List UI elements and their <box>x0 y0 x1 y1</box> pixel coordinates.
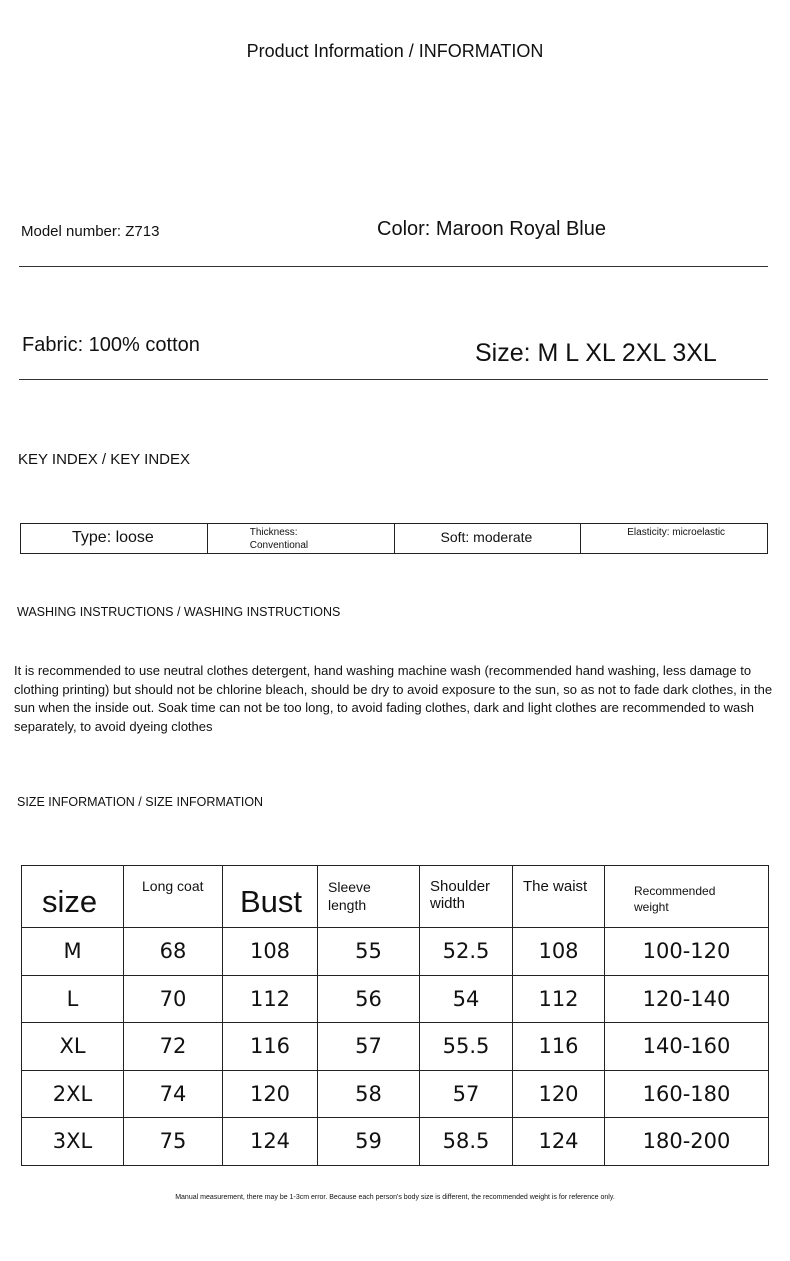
size-table <box>21 865 769 1166</box>
divider <box>19 266 768 267</box>
table-cell: 116 <box>223 1023 318 1071</box>
key-cell-soft <box>395 524 582 553</box>
table-cell: 68 <box>124 928 223 976</box>
table-cell: 160-180 <box>605 1070 769 1118</box>
table-cell: 124 <box>513 1118 605 1166</box>
table-cell: 140-160 <box>605 1023 769 1071</box>
table-row <box>22 1023 769 1071</box>
table-cell: 70 <box>124 975 223 1023</box>
header-sleeve-length: Sleeve length <box>318 866 420 928</box>
table-cell: L <box>22 975 124 1023</box>
washing-instructions: It is recommended to use neutral clothes detergent, hand washing machine wash (recommended hand washing, less damage to clothing printing) but should not be chlorine bleach, should be dry to avoid exposure to the sun, so as not to fade dark clothes, in the sun when the inside out. Soak time can not be too long, to avoid fading clothes, dark and light clothes are recommended to wash separately, to avoid dyeing clothes <box>14 663 773 734</box>
table-cell: 120-140 <box>605 975 769 1023</box>
header-shoulder-width: Shoulder width <box>420 866 513 928</box>
key-cell-elasticity <box>581 524 767 553</box>
key-cell-thickness <box>208 524 395 553</box>
size-heading: SIZE INFORMATION / SIZE INFORMATION <box>17 795 264 809</box>
table-cell: 58 <box>318 1070 420 1118</box>
table-header-row <box>22 866 769 928</box>
table-cell: 54 <box>420 975 513 1023</box>
table-cell: 59 <box>318 1118 420 1166</box>
table-cell: 100-120 <box>605 928 769 976</box>
fabric-info: Fabric: 100% cotton <box>22 334 200 356</box>
table-cell: 57 <box>318 1023 420 1071</box>
header-waist: The waist <box>513 866 605 928</box>
table-row <box>22 975 769 1023</box>
table-cell: 2XL <box>22 1070 124 1118</box>
soft-label: Soft: moderate <box>440 529 533 545</box>
table-cell: 75 <box>124 1118 223 1166</box>
table-cell: M <box>22 928 124 976</box>
table-cell: 120 <box>223 1070 318 1118</box>
model-number: Model number: Z713 <box>21 223 160 240</box>
table-cell: 108 <box>513 928 605 976</box>
key-index-heading: KEY INDEX / KEY INDEX <box>18 451 191 468</box>
table-cell: 58.5 <box>420 1118 513 1166</box>
table-cell: 74 <box>124 1070 223 1118</box>
measurement-note: Manual measurement, there may be 1-3cm error. Because each person's body size is different, the recommended weight is for reference only. <box>175 1194 615 1201</box>
table-cell: 120 <box>513 1070 605 1118</box>
key-index-table <box>20 523 768 554</box>
header-recommended-weight: Recommended weight <box>605 866 769 928</box>
table-cell: 55 <box>318 928 420 976</box>
table-row <box>22 928 769 976</box>
header-long-coat: Long coat <box>124 866 223 928</box>
size-info: Size: M L XL 2XL 3XL <box>475 339 717 367</box>
table-cell: 55.5 <box>420 1023 513 1071</box>
table-cell: 72 <box>124 1023 223 1071</box>
type-label: Type: loose <box>72 529 154 546</box>
elasticity-label: Elasticity: microelastic <box>627 527 726 538</box>
thickness-value: Conventional <box>249 540 309 551</box>
table-row <box>22 1118 769 1166</box>
table-cell: 108 <box>223 928 318 976</box>
table-cell: 180-200 <box>605 1118 769 1166</box>
table-cell: 112 <box>513 975 605 1023</box>
table-cell: 57 <box>420 1070 513 1118</box>
table-cell: 112 <box>223 975 318 1023</box>
color-info: Color: Maroon Royal Blue <box>377 218 606 240</box>
header-size: size <box>22 866 124 928</box>
table-cell: 56 <box>318 975 420 1023</box>
divider <box>19 379 768 380</box>
table-cell: 3XL <box>22 1118 124 1166</box>
page-title: Product Information / INFORMATION <box>246 41 544 61</box>
header-bust: Bust <box>223 866 318 928</box>
table-cell: 116 <box>513 1023 605 1071</box>
thickness-label: Thickness: <box>249 527 298 538</box>
table-cell: 52.5 <box>420 928 513 976</box>
table-cell: 124 <box>223 1118 318 1166</box>
table-cell: XL <box>22 1023 124 1071</box>
washing-heading: WASHING INSTRUCTIONS / WASHING INSTRUCTIONS <box>17 605 341 619</box>
key-cell-type <box>21 524 208 553</box>
table-row <box>22 1070 769 1118</box>
